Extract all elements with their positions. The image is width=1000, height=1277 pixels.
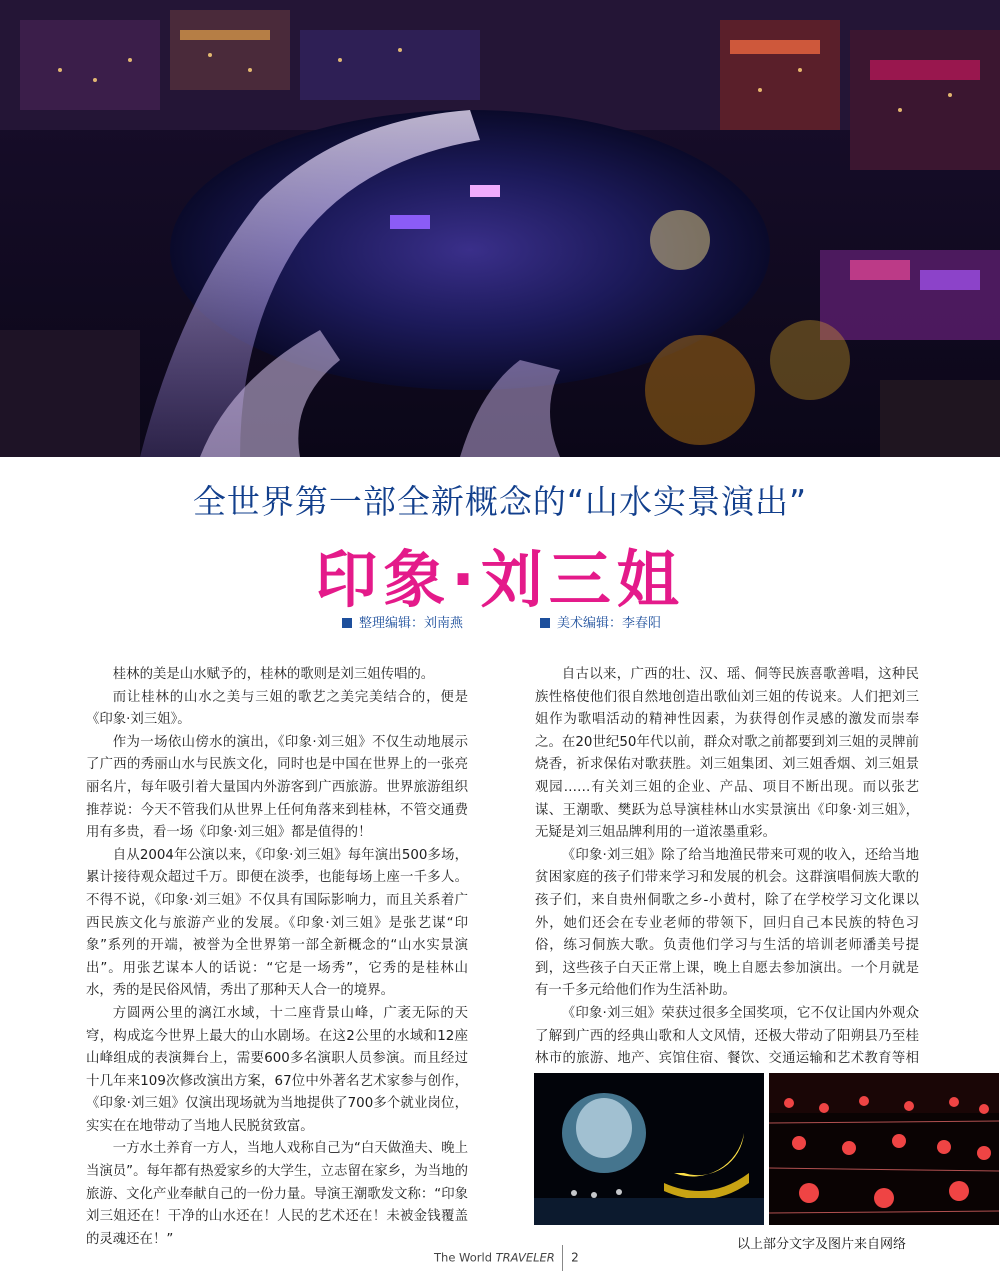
- paragraph: 而让桂林的山水之美与三姐的歌艺之美完美结合的，便是《印象·刘三姐》。: [86, 689, 468, 728]
- hero-photo: [0, 0, 1000, 457]
- red-lantern-performers-photo-icon: [769, 1073, 999, 1225]
- paragraph: 自从2004年公演以来，《印象·刘三姐》每年演出500多场，累计接待观众超过千万。即便在淡季，也能每场上座一千多人。不得不说，《印象·刘三姐》不仅具有国际影响力，而且关系着广西民族文化与旅游产业的发展。《印象·刘三姐》是张艺谋“印象”系列的开端，被誉为全世界第一部全新概念的“山水实景演出”。用张艺谋本人的话说：“它是一场秀”，它秀的是桂林山水，秀的是民俗风情，秀出了那种天人合一的境界。: [86, 847, 468, 999]
- red-lantern-performers-photo: [769, 1073, 999, 1225]
- paragraph: 《印象·刘三姐》荣获过很多全国奖项，它不仅让国内外观众了解到广西的经典山歌和人文风情，还极大带动了阳朔县乃至桂林市的旅游、地产、宾馆住宿、餐饮、交通运输和艺术教育等相: [535, 1005, 919, 1067]
- footer-divider: [562, 1245, 563, 1271]
- paragraph: 一方水土养育一方人，当地人戏称自己为“白天做渔夫、晚上当演员”。每年都有热爱家乡的大学生，立志留在家乡，为当地的旅游、文化产业奉献自己的一份力量。导演王潮歌发文称：“印象刘三姐还在！干净的山水还在！人民的艺术还在！未被金钱覆盖的灵魂还在！”: [86, 1141, 468, 1247]
- editor-credit-text: 整理编辑：刘南燕: [359, 616, 464, 631]
- square-bullet-icon: [342, 618, 352, 628]
- designer-credit: [540, 612, 661, 631]
- brand-prefix: The World: [434, 1250, 496, 1265]
- square-bullet-icon: [540, 618, 550, 628]
- page-number: 2: [571, 1250, 579, 1265]
- paragraph: 《印象·刘三姐》除了给当地渔民带来可观的收入，还给当地贫困家庭的孩子们带来学习和发展的机会。这群演唱侗族大歌的孩子们，来自贵州侗歌之乡-小黄村，除了在学校学习文化课以外，她们还会在专业老师的带领下，回归自己本民族的特色习俗，练习侗族大歌。负责他们学习与生活的培训老师潘美号提到，这些孩子白天正常上课，晚上自愿去参加演出。一个月就是有一千多元给他们作为生活补助。: [535, 847, 919, 999]
- left-column: [86, 664, 468, 1251]
- paragraph: 桂林的美是山水赋予的，桂林的歌则是刘三姐传唱的。: [112, 667, 435, 682]
- brand-suffix: TRAVELER: [495, 1250, 555, 1265]
- editor-credit: [342, 612, 463, 631]
- photo-caption: 以上部分文字及图片来自网络: [737, 1237, 907, 1252]
- designer-credit-text: 美术编辑：李春阳: [557, 616, 662, 631]
- magazine-brand: [434, 1251, 555, 1265]
- paragraph: 方圆两公里的漓江水域，十二座背景山峰，广袤无际的天穹，构成迄今世界上最大的山水剧场。在这2公里的水域和12座山峰组成的表演舞台上，需要600多名演职人员参演。而且经过十几年来109次修改演出方案，67位中外著名艺术家参与创作，《印象·刘三姐》仅演出现场就为当地提供了700多个就业岗位，实实在在地带动了当地人民脱贫致富。: [86, 1005, 468, 1134]
- paragraph: 作为一场依山傍水的演出，《印象·刘三姐》不仅生动地展示了广西的秀丽山水与民族文化，同时也是中国在世界上的一张亮丽名片，每年吸引着大量国内外游客到广西旅游。世界旅游组织推荐说：今天不管我们从世界上任何角落来到桂林，不管交通费用有多贵，看一场《印象·刘三姐》都是值得的！: [86, 734, 468, 841]
- article-title: 印象·刘三姐: [315, 543, 685, 616]
- moon-stage-photo: [534, 1073, 764, 1225]
- night-fountain-photo-icon: [0, 0, 1000, 457]
- paragraph: 自古以来，广西的壮、汉、瑶、侗等民族喜歌善唱，这种民族性格使他们很自然地创造出歌仙刘三姐的传说来。人们把刘三姐作为歌唱活动的精神性因素，为获得创作灵感的激发而崇奉之。在20世纪50年代以前，群众对歌之前都要到刘三姐的灵牌前烧香，祈求保佑对歌获胜。刘三姐集团、刘三姐香烟、刘三姐景观园……有关刘三姐的企业、产品、项目不断出现。而以张艺谋、王潮歌、樊跃为总导演桂林山水实景演出《印象·刘三姐》，无疑是刘三姐品牌利用的一道浓墨重彩。: [535, 667, 919, 841]
- moon-stage-photo-icon: [534, 1073, 764, 1225]
- right-column: [535, 664, 919, 1093]
- article-subtitle: 全世界第一部全新概念的“山水实景演出”: [192, 482, 808, 521]
- page-footer: [434, 1245, 579, 1271]
